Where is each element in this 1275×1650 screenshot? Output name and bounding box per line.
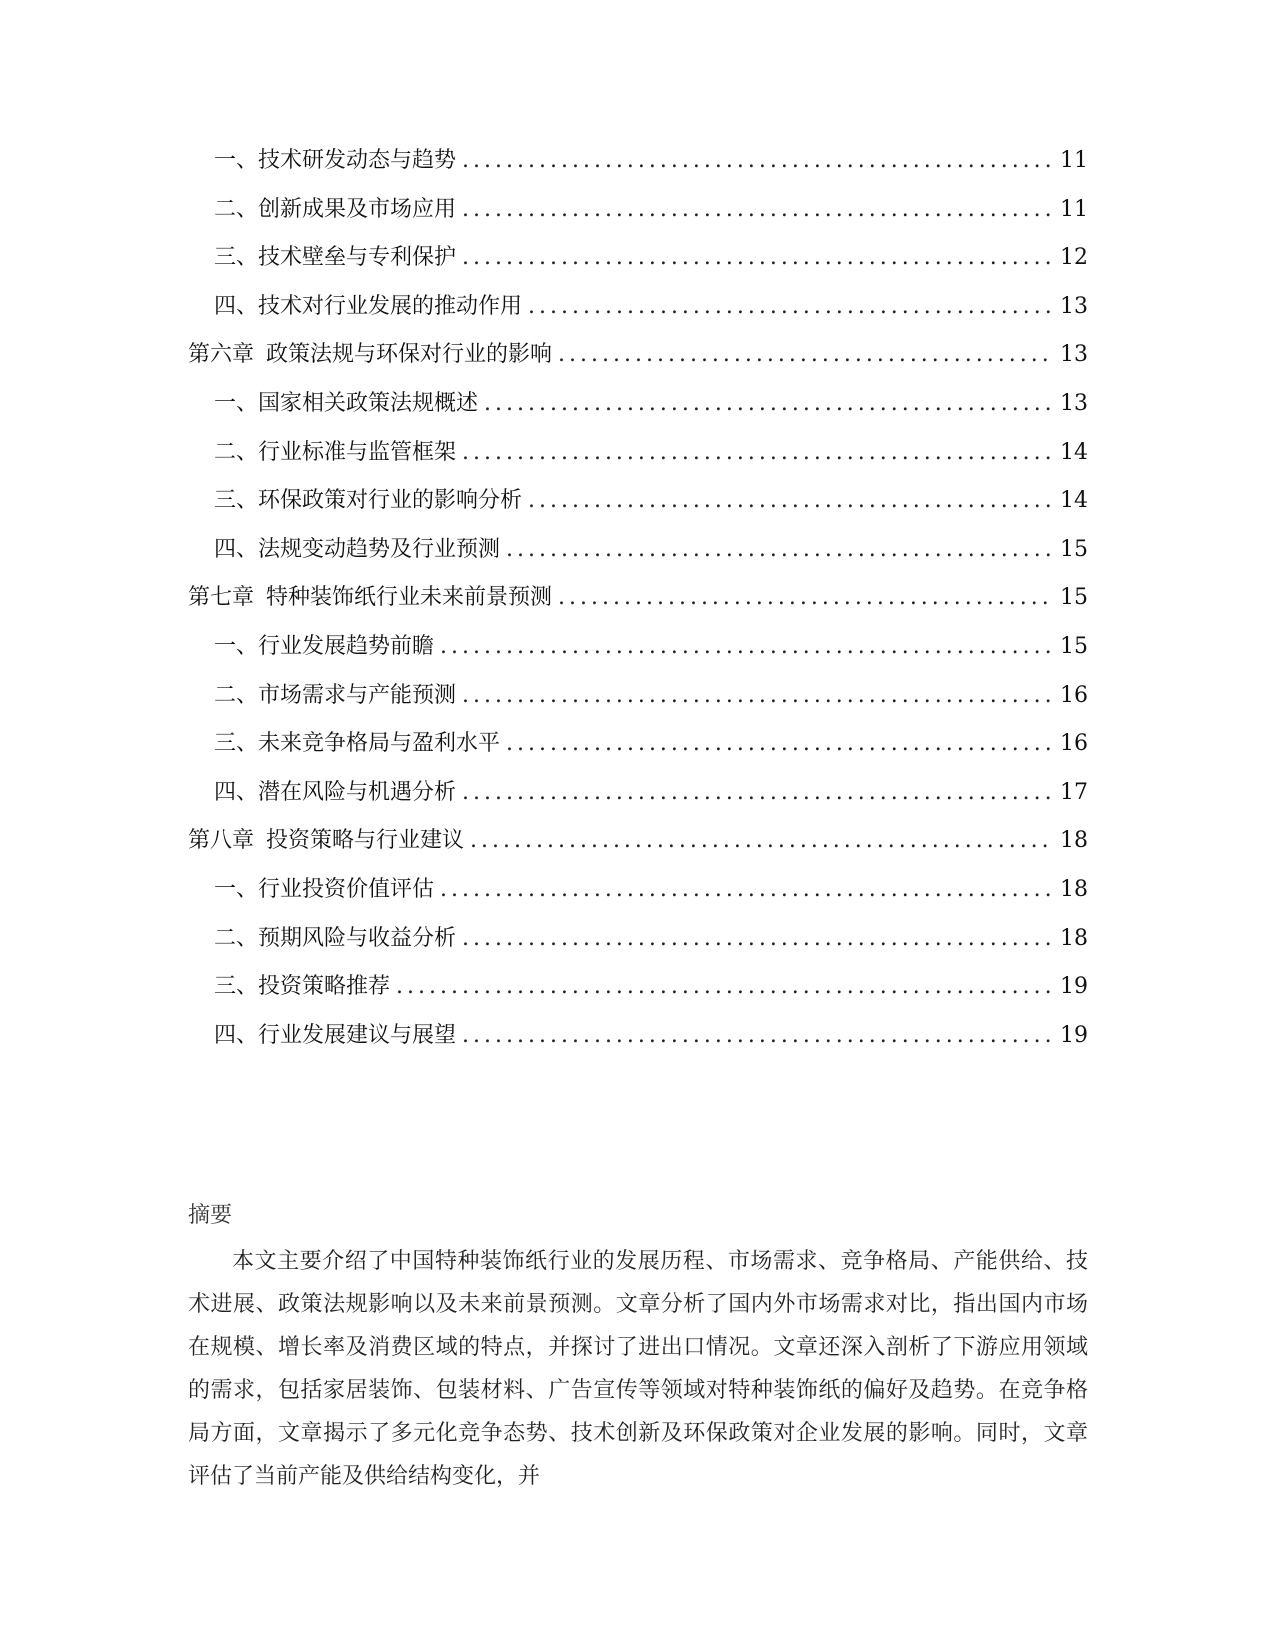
toc-entry-page: 11 <box>1060 196 1088 222</box>
toc-entry[interactable] <box>188 292 1088 341</box>
toc-entry-title: 投资策略与行业建议 <box>266 828 465 854</box>
toc-entry-title: 投资策略推荐 <box>258 974 391 1000</box>
toc-leader-dots <box>440 875 1054 905</box>
toc-entry-title: 政策法规与环保对行业的影响 <box>266 342 553 368</box>
toc-entry-title: 技术研发动态与趋势 <box>258 148 457 173</box>
toc-entry-page: 17 <box>1060 779 1088 805</box>
toc-entry-title: 行业标准与监管框架 <box>258 439 457 465</box>
toc-entry[interactable] <box>188 924 1088 973</box>
table-of-contents <box>188 146 1088 1069</box>
toc-entry-page: 14 <box>1060 488 1088 514</box>
toc-entry-number: 二、 <box>214 682 259 708</box>
toc-entry-page: 13 <box>1060 342 1088 368</box>
toc-leader-dots <box>462 195 1054 225</box>
toc-leader-dots <box>462 778 1054 808</box>
toc-entry-number: 一、 <box>214 148 259 173</box>
toc-leader-dots <box>528 486 1054 516</box>
toc-entry-page: 12 <box>1060 245 1088 271</box>
toc-entry[interactable] <box>188 486 1088 535</box>
toc-leader-dots <box>470 826 1054 856</box>
toc-entry-page: 16 <box>1060 731 1088 757</box>
toc-entry-title: 未来竞争格局与盈利水平 <box>258 731 501 757</box>
toc-entry-title: 市场需求与产能预测 <box>258 682 457 708</box>
toc-chapter-entry[interactable] <box>188 340 1088 389</box>
toc-entry-title: 潜在风险与机遇分析 <box>258 779 457 805</box>
toc-entry-page: 11 <box>1060 148 1088 173</box>
toc-entry-number: 二、 <box>214 925 259 951</box>
toc-entry[interactable] <box>188 1021 1088 1070</box>
toc-entry-title: 创新成果及市场应用 <box>258 196 457 222</box>
toc-entry[interactable] <box>188 535 1088 584</box>
toc-entry-page: 15 <box>1060 585 1088 611</box>
toc-entry-number: 二、 <box>214 439 259 465</box>
toc-leader-dots <box>462 243 1054 273</box>
toc-leader-dots <box>462 924 1054 954</box>
toc-entry[interactable] <box>188 389 1088 438</box>
toc-leader-dots <box>440 632 1054 662</box>
toc-entry-number: 三、 <box>214 974 259 1000</box>
toc-leader-dots <box>462 438 1054 468</box>
toc-entry-title: 特种装饰纸行业未来前景预测 <box>266 585 553 611</box>
toc-entry-number: 一、 <box>214 390 259 416</box>
toc-entry[interactable] <box>188 681 1088 730</box>
toc-entry-number: 第八章 <box>188 828 255 854</box>
toc-entry-number: 四、 <box>214 293 259 319</box>
toc-entry-page: 15 <box>1060 536 1088 562</box>
toc-leader-dots <box>462 681 1054 711</box>
toc-leader-dots <box>506 535 1054 565</box>
toc-entry-number: 三、 <box>214 731 259 757</box>
toc-entry-page: 13 <box>1060 293 1088 319</box>
toc-entry-title: 国家相关政策法规概述 <box>258 390 479 416</box>
toc-entry-number: 三、 <box>214 245 259 271</box>
toc-entry-number: 第七章 <box>188 585 255 611</box>
toc-entry[interactable] <box>188 195 1088 244</box>
toc-entry-page: 15 <box>1060 633 1088 659</box>
toc-entry-page: 16 <box>1060 682 1088 708</box>
toc-entry-number: 二、 <box>214 196 259 222</box>
toc-entry-title: 行业投资价值评估 <box>258 876 435 902</box>
abstract-heading: 摘要 <box>188 1203 233 1228</box>
toc-chapter-entry[interactable] <box>188 826 1088 875</box>
abstract-section <box>188 1200 1088 1498</box>
toc-entry-page: 13 <box>1060 390 1088 416</box>
toc-entry[interactable] <box>188 778 1088 827</box>
toc-entry[interactable] <box>188 972 1088 1021</box>
toc-entry-page: 18 <box>1060 876 1088 902</box>
toc-entry-number: 一、 <box>214 633 259 659</box>
toc-entry-title: 技术对行业发展的推动作用 <box>258 293 523 319</box>
toc-entry[interactable] <box>188 438 1088 487</box>
toc-entry-page: 18 <box>1060 925 1088 951</box>
toc-entry-title: 预期风险与收益分析 <box>258 925 457 951</box>
toc-entry-page: 19 <box>1060 1022 1088 1048</box>
toc-leader-dots <box>506 729 1054 759</box>
toc-entry-number: 四、 <box>214 1022 259 1048</box>
toc-leader-dots <box>484 389 1054 419</box>
toc-leader-dots <box>462 1021 1054 1051</box>
toc-chapter-entry[interactable] <box>188 583 1088 632</box>
toc-leader-dots <box>558 583 1054 613</box>
toc-entry-page: 18 <box>1060 828 1088 854</box>
toc-leader-dots <box>462 146 1054 176</box>
toc-entry[interactable] <box>188 146 1088 195</box>
toc-entry-title: 行业发展趋势前瞻 <box>258 633 435 659</box>
toc-entry-number: 四、 <box>214 779 259 805</box>
abstract-body: 本文主要介绍了中国特种装饰纸行业的发展历程、市场需求、竞争格局、产能供给、技术进展、政策法规影响以及未来前景预测。文章分析了国内外市场需求对比，指出国内市场在规模、增长率及消费区域的特点，并探讨了进出口情况。文章还深入剖析了下游应用领域的需求，包括家居装饰、包装材料、广告宣传等领域对特种装饰纸的偏好及趋势。在竞争格局方面，文章揭示了多元化竞争态势、技术创新及环保政策对企业发展的影响。同时，文章评估了当前产能及供给结构变化，并 <box>188 1249 1088 1489</box>
toc-leader-dots <box>558 340 1054 370</box>
toc-entry-page: 19 <box>1060 974 1088 1000</box>
toc-entry-number: 一、 <box>214 876 259 902</box>
toc-entry-page: 14 <box>1060 439 1088 465</box>
toc-entry-title: 行业发展建议与展望 <box>258 1022 457 1048</box>
toc-entry[interactable] <box>188 632 1088 681</box>
toc-entry-number: 四、 <box>214 536 259 562</box>
toc-entry-number: 第六章 <box>188 342 255 368</box>
toc-entry-title: 技术壁垒与专利保护 <box>258 245 457 271</box>
toc-entry-title: 法规变动趋势及行业预测 <box>258 536 501 562</box>
toc-leader-dots <box>528 292 1054 322</box>
toc-leader-dots <box>396 972 1054 1002</box>
toc-entry[interactable] <box>188 875 1088 924</box>
toc-entry[interactable] <box>188 729 1088 778</box>
toc-entry-title: 环保政策对行业的影响分析 <box>258 488 523 514</box>
toc-entry[interactable] <box>188 243 1088 292</box>
toc-entry-number: 三、 <box>214 488 259 514</box>
